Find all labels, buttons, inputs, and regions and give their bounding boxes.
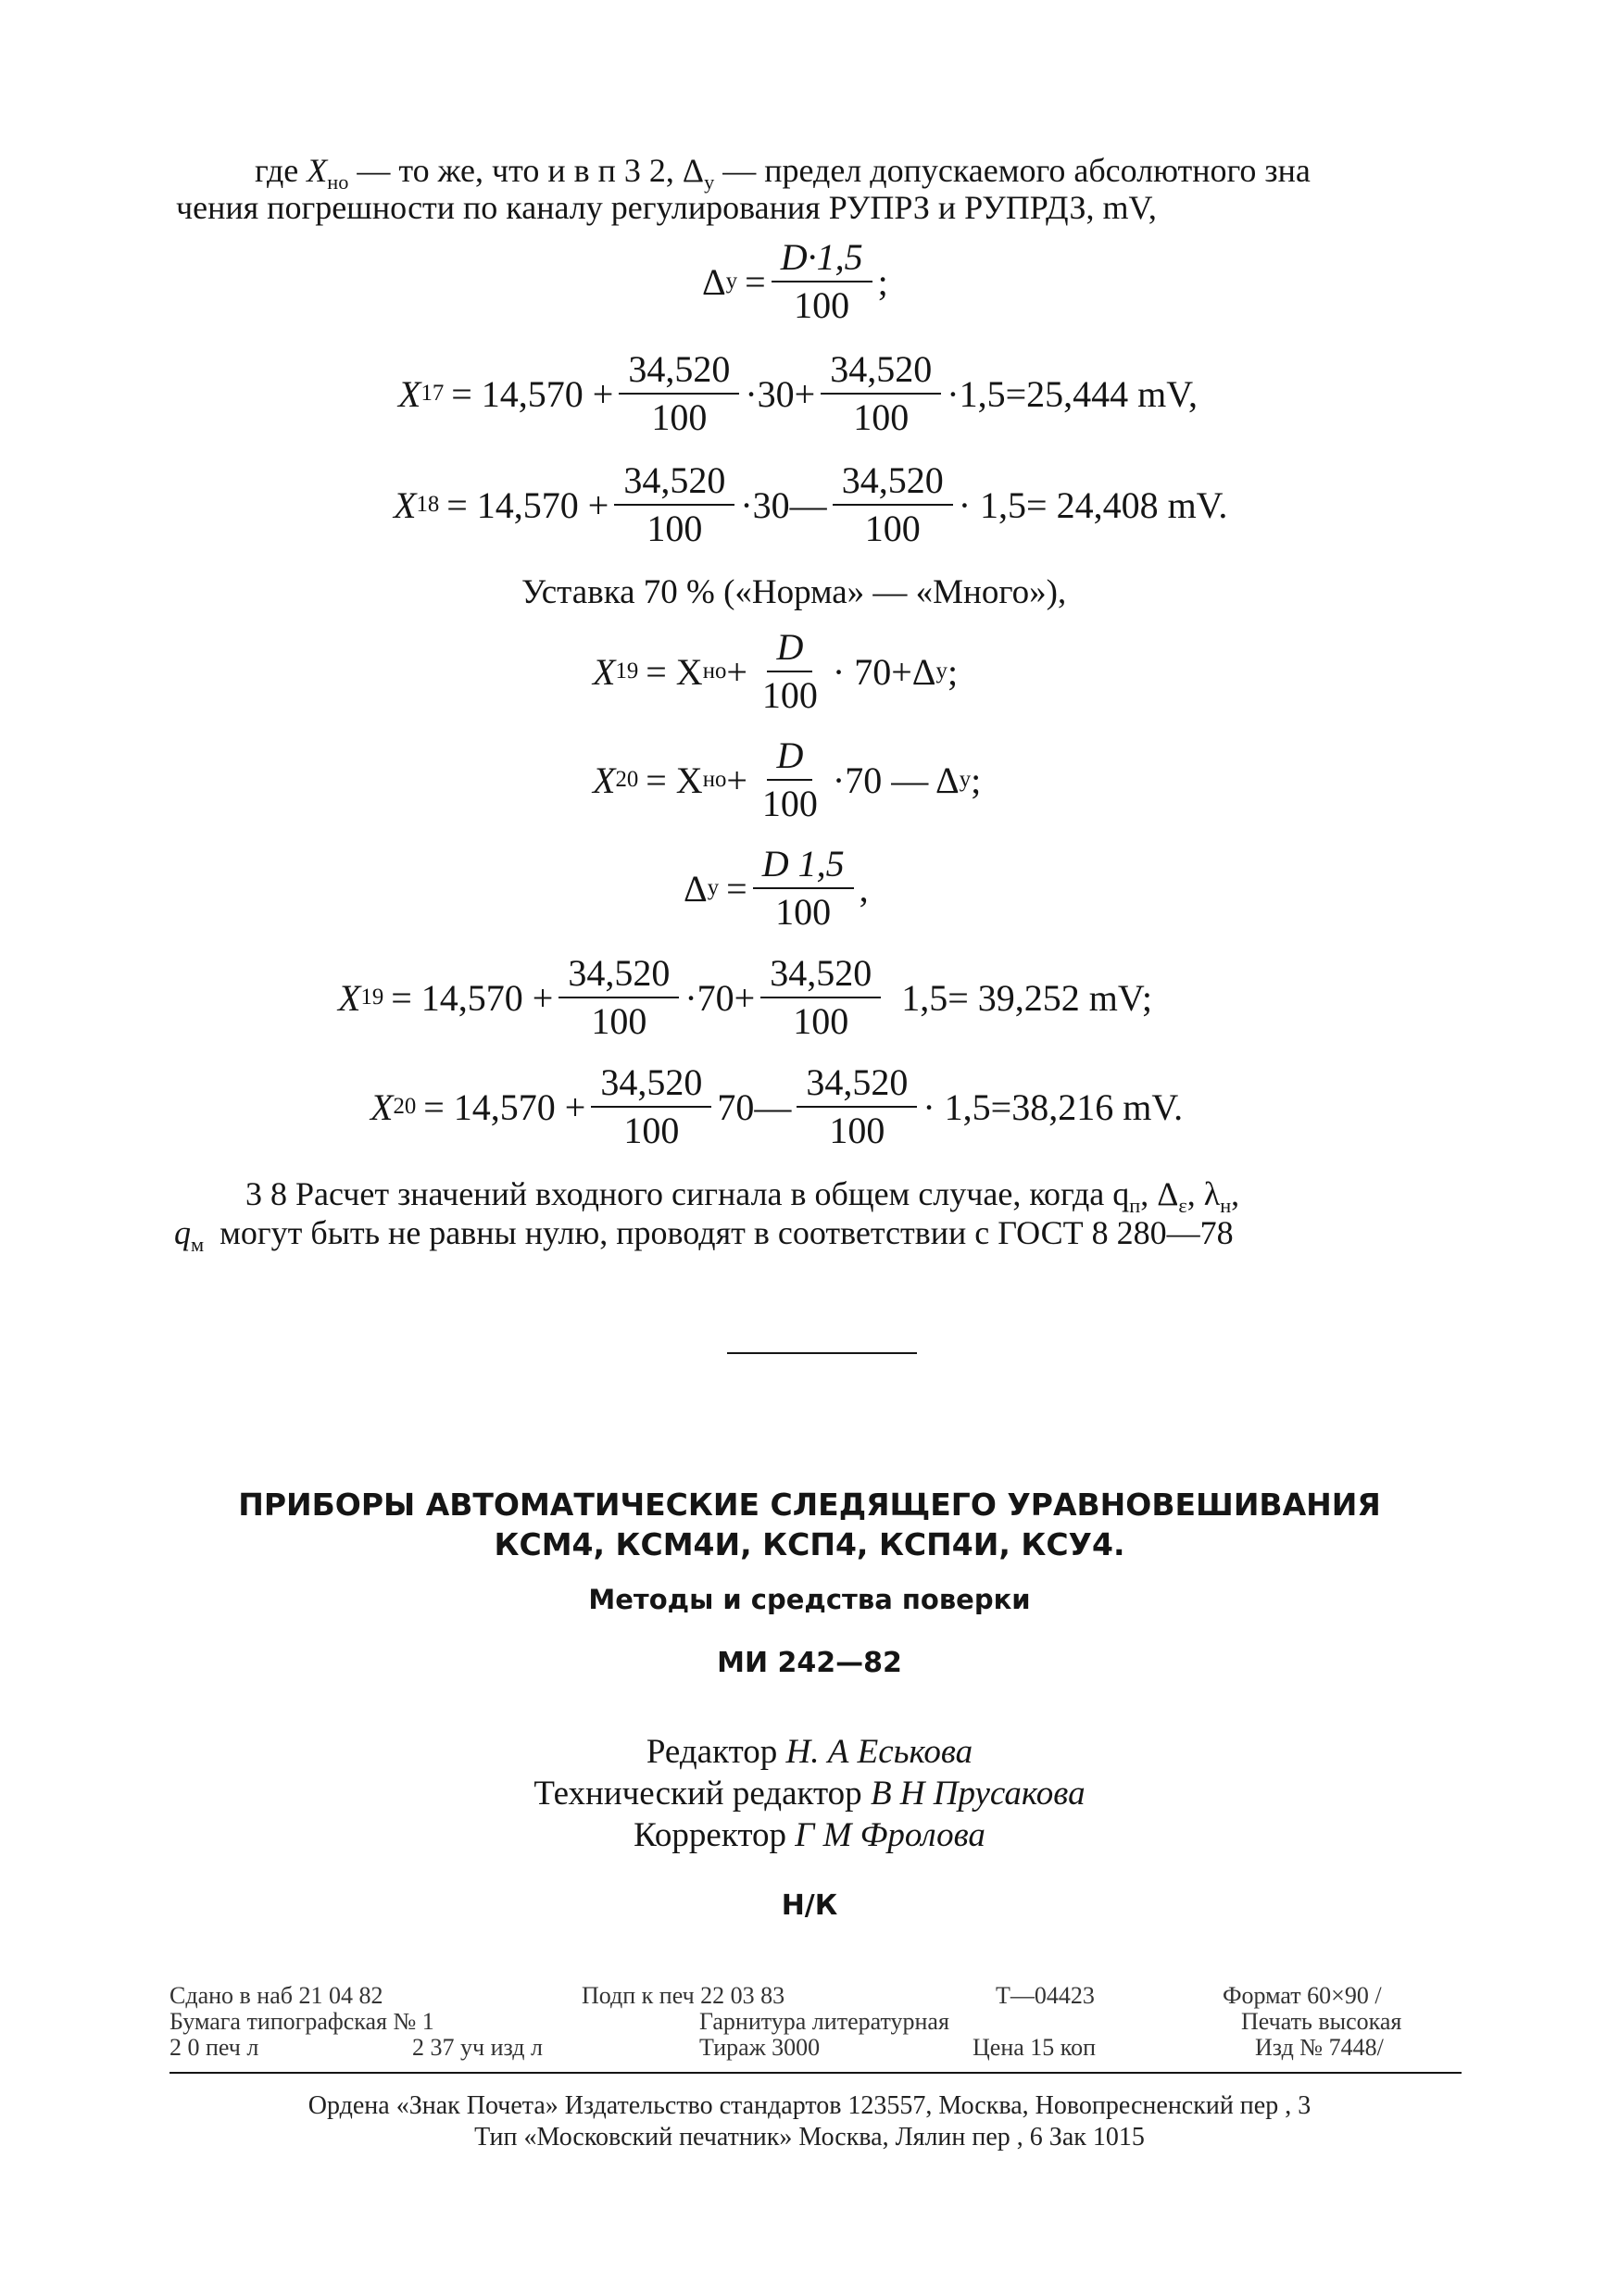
document-code: МИ 242—82 (717, 1647, 902, 1679)
credit-technical-editor: Технический редактор В Н Прусакова (533, 1775, 1086, 1813)
intro-line-2: чения погрешности по каналу регулирования РУПРЗ и РУПРДЗ, mV, (176, 189, 1157, 226)
credit-corrector: Корректор Г М Фролова (634, 1816, 985, 1854)
credit-editor: Редактор Н. А Еськова (646, 1733, 973, 1771)
document-subtitle: Методы и средства поверки (588, 1584, 1031, 1615)
imprint-r2c1: Бумага типографская № 1 (169, 2008, 434, 2035)
symbol-x: X (307, 152, 328, 189)
publisher-line: Ордена «Знак Почета» Издательство стандартов 123557, Москва, Новопресненский пер , 3 (307, 2091, 1312, 2120)
document-title-line-2: КСМ4, КСМ4И, КСП4, КСП4И, КСУ4. (494, 1526, 1125, 1562)
imprint-r3c3: Тираж 3000 (699, 2034, 821, 2061)
footer-rule (169, 2072, 1462, 2074)
section-divider (727, 1352, 917, 1354)
symbol-delta: Δ (682, 152, 705, 189)
imprint-r1c1: Сдано в наб 21 04 82 (169, 1982, 383, 2009)
fraction: $\frac{D}{100}$ (761, 734, 818, 824)
fraction: $\frac{34,520}{100}$ (591, 1063, 711, 1150)
imprint-r3c2: 2 37 уч изд л (412, 2034, 543, 2061)
equation-x19-value: X 19 = 14,570 + $\frac{34,520}{100}$ ·70+ $\frac{34,520}{100}$ 1,5= 39,252 mV; (338, 952, 1152, 1042)
fraction: $\frac{34,520}{100}$ (558, 954, 679, 1041)
intro-line-1: где $X_{но}$ — то же, что и в п 3 2, $\Delta_у$ — предел допускаемого абсолютного зна (255, 152, 1311, 194)
equation-delta-2: Δ у = $\frac{D 1,5}{100}$ , (684, 843, 869, 933)
para-line-1: 3 8 Расчет значений входного сигнала в общем случае, когда $q_п$, $\Delta_\varepsilon$, $\lambda_н$, (245, 1175, 1240, 1217)
fraction: $\frac{D 1,5}{100}$ (753, 845, 854, 932)
fraction: $\frac{D}{100}$ (761, 626, 818, 716)
imprint-r2c2: Гарнитура литературная (699, 2008, 949, 2035)
imprint-r1c2: Подп к печ 22 03 83 (582, 1982, 785, 2009)
imprint-r1c3: Т—04423 (996, 1982, 1095, 2009)
fraction: $\frac{34,520}{100}$ (614, 461, 734, 548)
document-title-line-1: ПРИБОРЫ АВТОМАТИЧЕСКИЕ СЛЕДЯЩЕГО УРАВНОВЕШИВАНИЯ (238, 1487, 1381, 1523)
equation-x18: X 18 = 14,570 + $\frac{34,520}{100}$ ·30— $\frac{34,520}{100}$ · 1,5= 24,408 mV. (394, 459, 1228, 549)
ustavka-line: Уставка 70 % («Норма» — «Много»), (521, 573, 1067, 611)
imprint-r3c5: Изд № 7448/ (1255, 2034, 1384, 2061)
printer-line: Тип «Московский печатник» Москва, Лялин пер , 6 Зак 1015 (474, 2123, 1145, 2152)
equation-x20-value: X 20 = 14,570 + $\frac{34,520}{100}$ 70— $\frac{34,520}{100}$ · 1,5=38,216 mV. (370, 1061, 1184, 1151)
equation-x19-formula: X 19 = X но + $\frac{D}{100}$ · 70+Δ у ; (593, 626, 959, 716)
fraction: $\frac{34,520}{100}$ (797, 1063, 917, 1150)
nk-mark: Н/К (781, 1889, 838, 1922)
fraction: $\frac{34,520}{100}$ (821, 350, 941, 437)
fraction: $\frac{D\cdot 1,5}{100}$ (772, 238, 872, 325)
fraction: $\frac{34,520}{100}$ (619, 350, 739, 437)
equation-x17: X 17 = 14,570 + $\frac{34,520}{100}$ ·30+ $\frac{34,520}{100}$ ·1,5=25,444 mV, (398, 348, 1198, 438)
imprint-r3c4: Цена 15 коп (973, 2034, 1096, 2061)
equation-delta-1: Δ у = $\frac{D\cdot 1,5}{100}$ ; (702, 236, 888, 326)
fraction: $\frac{34,520}{100}$ (760, 954, 881, 1041)
imprint-r1c4: Формат 60×90 / (1223, 1982, 1382, 2009)
equation-x20-formula: X 20 = X но + $\frac{D}{100}$ ·70 — Δ у ; (593, 734, 982, 824)
fraction: $\frac{34,520}{100}$ (833, 461, 953, 548)
imprint-r2c3: Печать высокая (1241, 2008, 1402, 2035)
para-line-2: $q_м$ могут быть не равны нулю, проводят в соответствии с ГОСТ 8 280—78 (174, 1214, 1234, 1256)
imprint-r3c1: 2 0 печ л (169, 2034, 259, 2061)
